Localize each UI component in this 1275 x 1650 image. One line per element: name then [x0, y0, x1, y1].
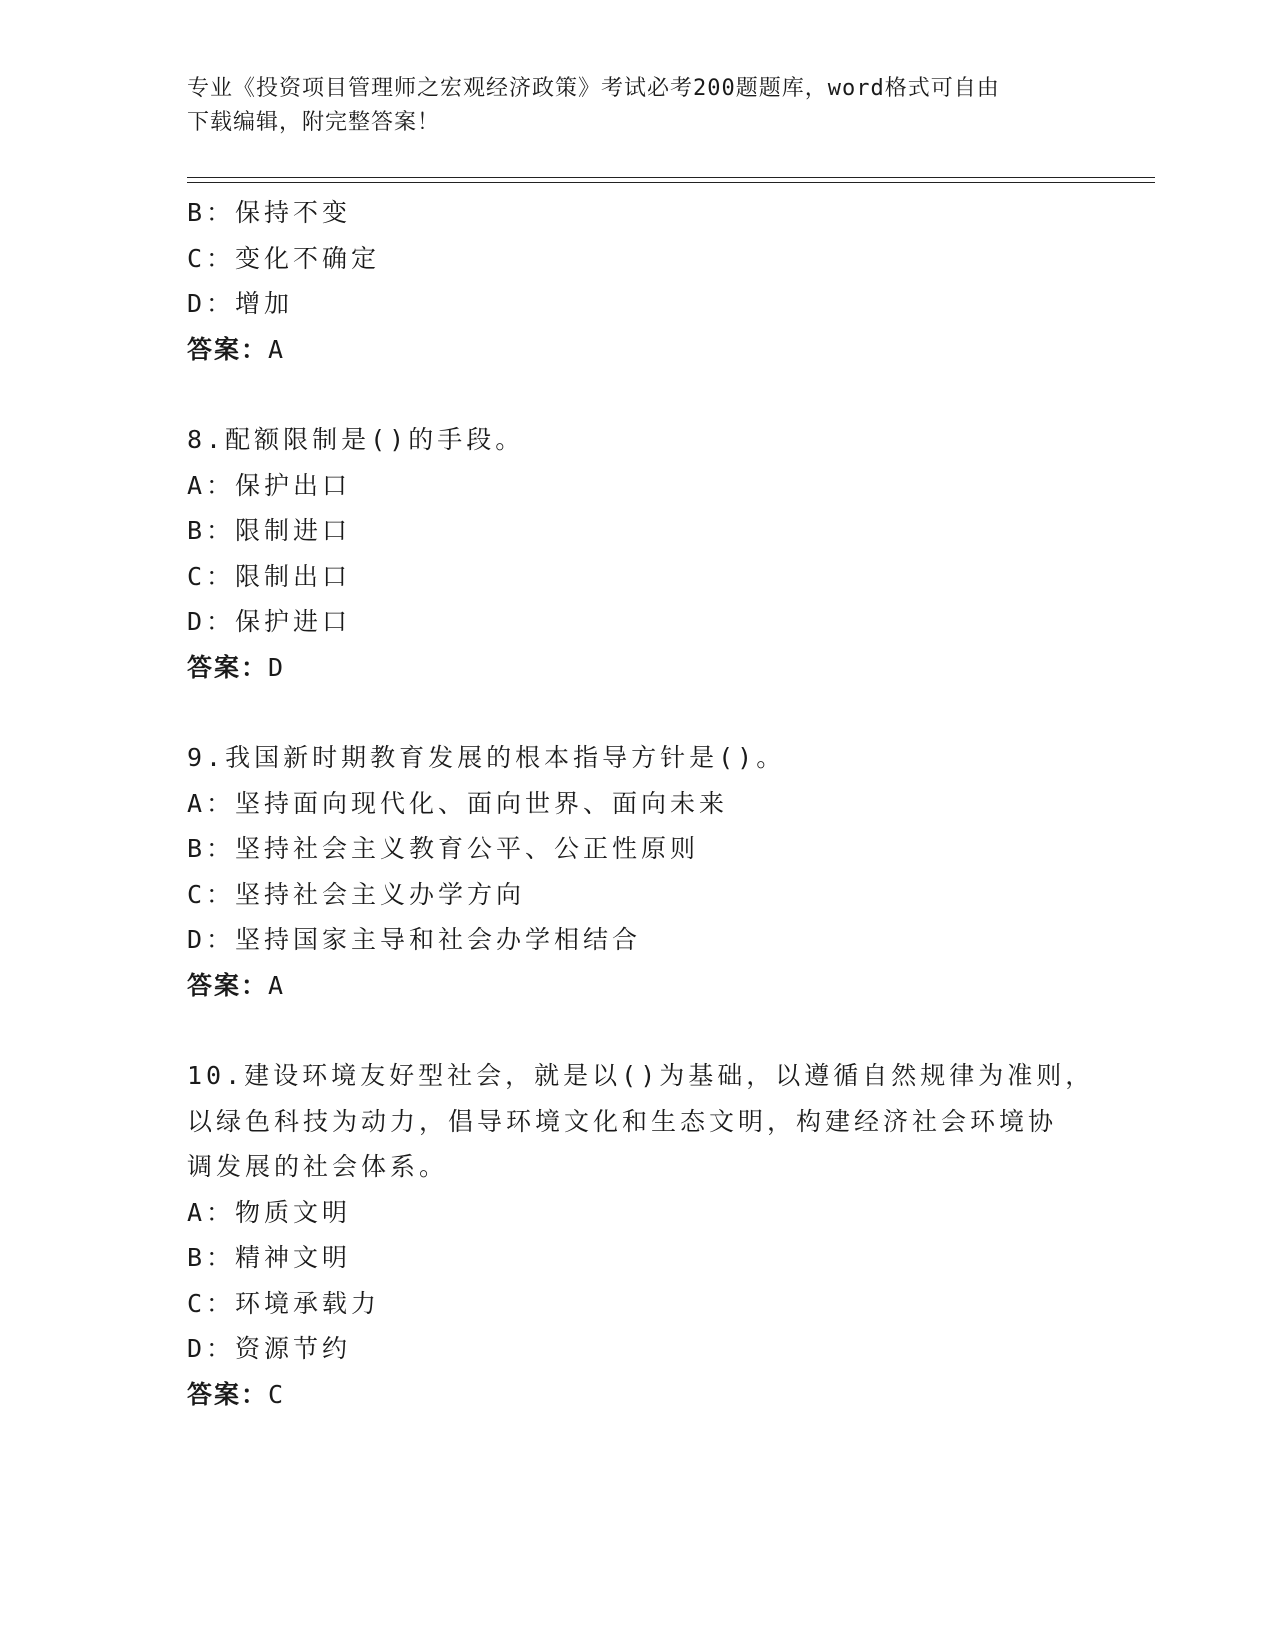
question-text-line-1: 10.建设环境友好型社会，就是以()为基础，以遵循自然规律为准则，: [187, 1061, 1095, 1090]
option-a: A：坚持面向现代化、面向世界、面向未来: [187, 788, 729, 818]
option-d: D：坚持国家主导和社会办学相结合: [187, 925, 642, 954]
option-d: D：资源节约: [187, 1334, 352, 1363]
question-text-line-2: 以绿色科技为动力，倡导环境文化和生态文明，构建经济社会环境协: [187, 1106, 1058, 1136]
answer-label: 答案：: [187, 334, 269, 364]
option-b: B：保持不变: [187, 198, 352, 227]
option-c: C：限制出口: [187, 561, 352, 591]
spacer: [187, 690, 1087, 735]
option-a: A：物质文明: [187, 1197, 352, 1227]
document-header: [187, 72, 1067, 140]
answer-label: 答案：: [187, 1379, 269, 1409]
option-d: D：保护进口: [187, 607, 352, 636]
spacer: [187, 1008, 1087, 1053]
option-b: B：坚持社会主义教育公平、公正性原则: [187, 834, 700, 863]
answer-value: A: [268, 970, 286, 1000]
answer-line: [187, 327, 1087, 373]
question-text: 8.配额限制是()的手段。: [187, 425, 525, 454]
header-title-line-1: 专业《投资项目管理师之宏观经济政策》考试必考200题题库，word格式可自由: [187, 76, 1000, 101]
question-text: 9.我国新时期教育发展的根本指导方针是()。: [187, 743, 786, 772]
option-c: C：变化不确定: [187, 243, 381, 273]
question-8: [187, 417, 1087, 690]
option-b: B：限制进口: [187, 516, 352, 545]
header-divider-top: [187, 177, 1155, 178]
answer-line: [187, 645, 1087, 691]
question-10: [187, 1053, 1095, 1417]
option-a: A：保护出口: [187, 470, 352, 500]
answer-value: A: [268, 334, 286, 364]
header-title-line-2: 下载编辑，附完整答案！: [187, 110, 441, 135]
option-b: B：精神文明: [187, 1243, 352, 1272]
option-c: C：坚持社会主义办学方向: [187, 879, 526, 909]
spacer: [187, 372, 1087, 417]
answer-label: 答案：: [187, 652, 269, 682]
answer-line: [187, 1372, 1087, 1418]
question-7-continued: [187, 190, 1087, 372]
answer-value: D: [268, 652, 286, 682]
header-divider-bottom: [187, 182, 1155, 183]
question-9: [187, 735, 1087, 1008]
answer-value: C: [268, 1379, 286, 1409]
option-d: D：增加: [187, 289, 294, 318]
question-text-line-3: 调发展的社会体系。: [187, 1152, 449, 1181]
answer-line: [187, 963, 1087, 1009]
answer-label: 答案：: [187, 970, 269, 1000]
question-list: [187, 190, 1095, 1417]
option-c: C：环境承载力: [187, 1288, 381, 1318]
